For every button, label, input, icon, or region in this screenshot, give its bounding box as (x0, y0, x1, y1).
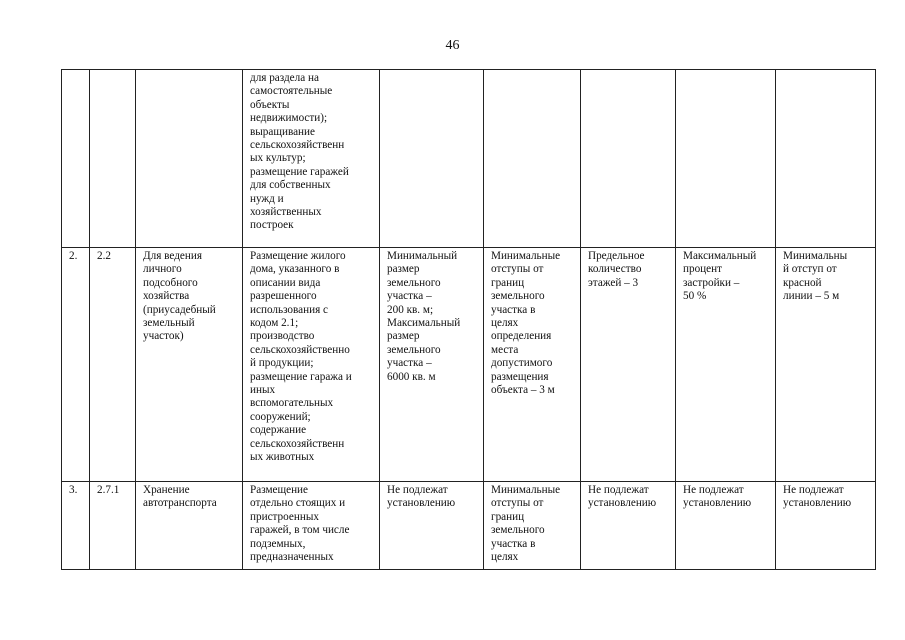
row-number (62, 70, 90, 248)
use-name (136, 70, 243, 248)
use-description: Размещение отдельно стоящих и пристроенных гаражей, в том числе подземных, предназначенных (243, 482, 380, 570)
coverage: Не подлежат установлению (676, 482, 776, 570)
land-size: Не подлежат установлению (380, 482, 484, 570)
row-number: 2. (62, 248, 90, 482)
red-line-setback: Не подлежат установлению (776, 482, 876, 570)
land-size: Минимальный размер земельного участка – 200 кв. м; Максимальный размер земельного участка – 6000 кв. м (380, 248, 484, 482)
table-row (62, 70, 876, 248)
land-size (380, 70, 484, 248)
page-number: 46 (445, 38, 460, 53)
setbacks (484, 70, 581, 248)
use-code: 2.7.1 (90, 482, 136, 570)
setbacks: Минимальные отступы от границ земельного участка в целях определения места допустимого размещения объекта – 3 м (484, 248, 581, 482)
zoning-table (61, 69, 876, 570)
coverage: Максимальный процент застройки – 50 % (676, 248, 776, 482)
red-line-setback: Минимальны й отступ от красной линии – 5 м (776, 248, 876, 482)
floors: Не подлежат установлению (581, 482, 676, 570)
use-code (90, 70, 136, 248)
row-number: 3. (62, 482, 90, 570)
floors (581, 70, 676, 248)
use-name: Хранение автотранспорта (136, 482, 243, 570)
use-description: для раздела на самостоятельные объекты недвижимости); выращивание сельскохозяйственн ых культур; размещение гаражей для собственных нужд и хозяйственных построек (243, 70, 380, 248)
setbacks: Минимальные отступы от границ земельного участка в целях (484, 482, 581, 570)
use-description: Размещение жилого дома, указанного в описании вида разрешенного использования с кодом 2.1; производство сельскохозяйственно й продукции; размещение гаража и иных вспомогательных сооружений; содержание сельскохозяйственн ых животных (243, 248, 380, 482)
coverage (676, 70, 776, 248)
use-name: Для ведения личного подсобного хозяйства (приусадебный земельный участок) (136, 248, 243, 482)
red-line-setback (776, 70, 876, 248)
table-row (62, 248, 876, 482)
table-row (62, 482, 876, 570)
floors: Предельное количество этажей – 3 (581, 248, 676, 482)
use-code: 2.2 (90, 248, 136, 482)
